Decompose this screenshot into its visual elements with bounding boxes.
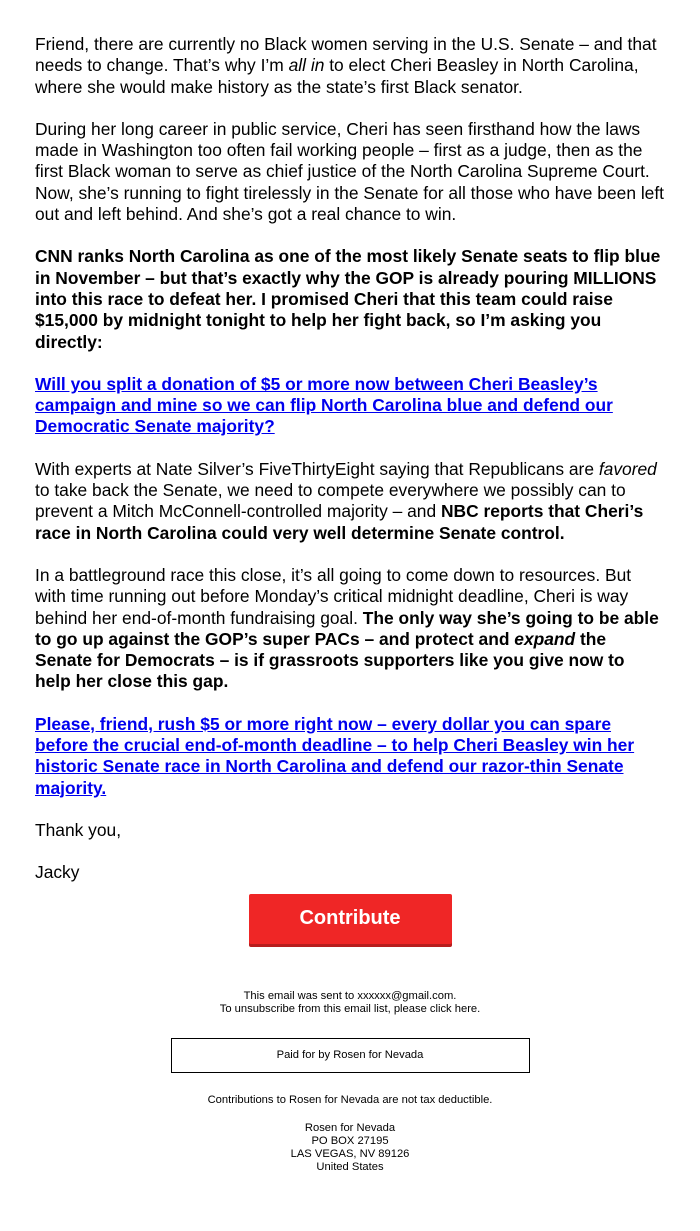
bold-text: CNN ranks North Carolina as one of the most likely Senate seats to flip blue in November – but that’s exactly why the GOP is already pouring MILLIONS into this race to defeat her. I promised Cheri that this team could raise $15,000 by midnight tonight to help her fight back, so I’m asking you directly: — [35, 246, 661, 352]
text-run: In a battleground race this close, it’s all going to come down to resources. But with time running out before Monday’s critical midnight deadline, Cheri is way behind her end-of-month fundraising goal. — [35, 564, 632, 628]
address-line: United States — [316, 1160, 384, 1173]
unsubscribe-text: To unsubscribe from this email list, please click here. — [219, 1002, 481, 1015]
rush-donation-link[interactable]: Please, friend, rush $5 or more right now – every dollar you can spare before the crucial end-of-month deadline – to help Cheri Beasley win her historic Senate race in North Carolina and defend our razor-thin Senate majority. — [35, 713, 635, 798]
address-line: Rosen for Nevada — [304, 1121, 396, 1134]
text-run: With experts at Nate Silver’s FiveThirtyEight saying that Republicans are — [35, 458, 599, 479]
text-run: the Senate for Democrats – is if grassroots supporters like you give now to help her close this gap. — [35, 628, 625, 692]
contribute-button[interactable]: Contribute — [249, 894, 452, 944]
email-footer — [0, 944, 700, 1174]
experts-paragraph — [35, 459, 665, 544]
text-run: to elect Cheri Beasley in North Carolina, where she would make history as the state’s first Black senator. — [35, 55, 639, 97]
intro-paragraph — [35, 34, 665, 98]
closing-text: Thank you, — [35, 819, 122, 840]
signature: Jacky — [35, 862, 80, 883]
emphasis-text: all in — [288, 55, 325, 76]
text-run: Friend, there are currently no Black women serving in the U.S. Senate – and that needs to change. That’s why I’m — [35, 34, 657, 76]
career-paragraph: During her long career in public service, Cheri has seen firsthand how the laws made in Washington too often fail working people – first as a judge, then as the first Black woman to serve as chief justice of the North Carolina Supreme Court. Now, she’s running to fight tirelessly in the Senate for all those who have been left out and left behind. And she’s got a real chance to win. — [35, 118, 665, 225]
button-container — [0, 894, 700, 944]
text-run: The only way she’s going to be able to go up against the GOP’s super PACs – and protect and — [35, 607, 659, 649]
text-run: to take back the Senate, we need to compete everywhere we possibly can to prevent a Mitch McConnell-controlled majority – and — [35, 480, 626, 522]
address-line: PO BOX 27195 — [311, 1134, 389, 1147]
emphasis-text: favored — [598, 458, 657, 479]
donation-link-paragraph — [35, 374, 665, 438]
sent-to-text: This email was sent to xxxxxx@gmail.com. — [243, 989, 457, 1002]
address-line: LAS VEGAS, NV 89126 — [290, 1147, 410, 1160]
tax-notice: Contributions to Rosen for Nevada are not tax deductible. — [207, 1093, 493, 1106]
rush-link-paragraph — [35, 714, 665, 799]
cnn-paragraph — [35, 246, 665, 352]
emphasis-text: expand — [514, 628, 576, 649]
bold-text: NBC reports that Cheri’s race in North Carolina could very well determine Senate control. — [35, 501, 644, 543]
battleground-paragraph — [35, 565, 665, 693]
paid-for-box: Paid for by Rosen for Nevada — [171, 1038, 530, 1073]
split-donation-link[interactable]: Will you split a donation of $5 or more now between Cheri Beasley’s campaign and mine so we can flip North Carolina blue and defend our Democratic Senate majority? — [35, 373, 613, 437]
mailing-address — [0, 1122, 700, 1174]
